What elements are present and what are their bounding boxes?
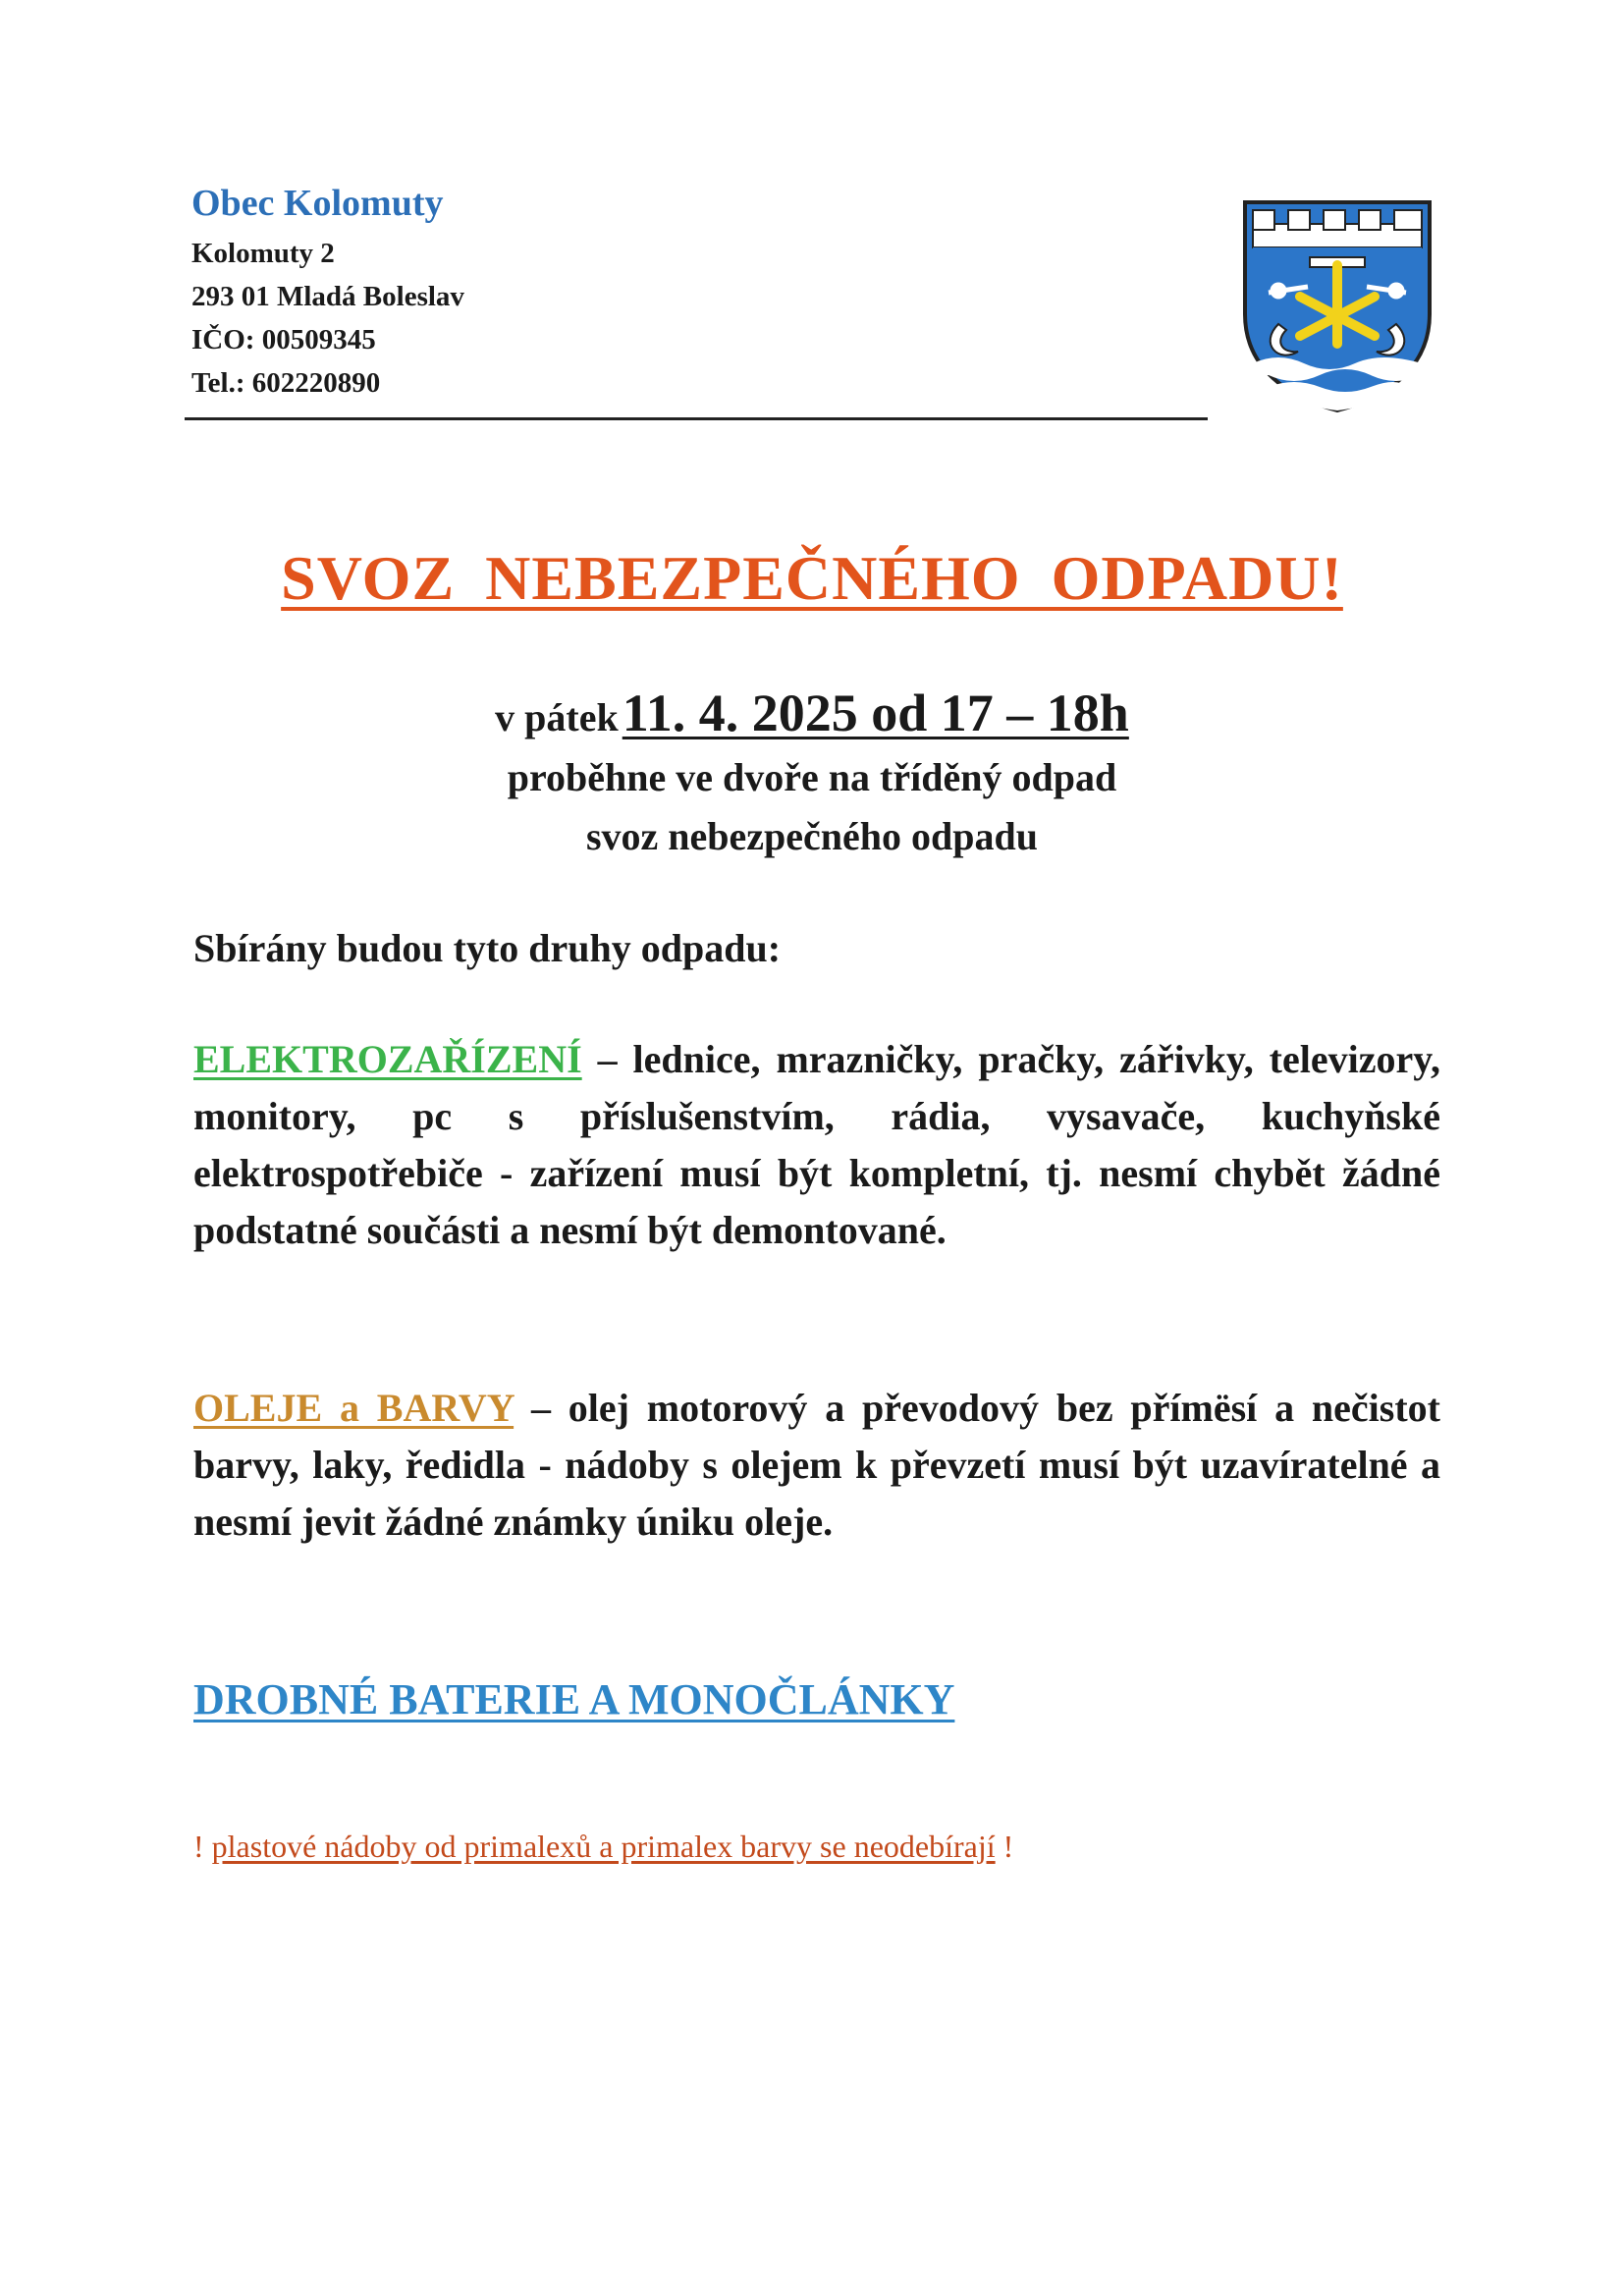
- municipality-name: Obec Kolomuty: [191, 183, 444, 224]
- company-id: IČO: 00509345: [191, 324, 376, 355]
- batteries-heading: DROBNÉ BATERIE A MONOČLÁNKY: [193, 1675, 955, 1723]
- notice-title-text: SVOZ NEBEZPEČNÉHO ODPADU!: [281, 543, 1343, 613]
- collection-description: svoz nebezpečného odpadu: [585, 814, 1039, 858]
- oils-keyword: OLEJE a BARVY: [193, 1386, 514, 1430]
- oils-text: – olej motorový a převodový bez přímësí a nečistot barvy, laky, ředidla - nádoby s olejem k převzetí musí být uzavíratelné a nesmí jevit žádné známky úniku oleje.: [193, 1386, 1440, 1544]
- phone-number: Tel.: 602220890: [191, 367, 381, 399]
- electro-keyword: ELEKTROZAŘÍZENÍ: [193, 1037, 582, 1081]
- waste-types-intro: Sbírány budou tyto druhy odpadu:: [193, 926, 782, 970]
- header-divider: [185, 417, 1208, 420]
- address-street: Kolomuty 2: [191, 238, 335, 269]
- collection-date-line: [0, 683, 1624, 743]
- note-mark-left: !: [193, 1829, 204, 1864]
- municipality-header: [191, 182, 1213, 411]
- address-city: 293 01 Mladá Boleslav: [191, 281, 464, 312]
- collection-location: proběhne ve dvoře na tříděný odpad: [507, 755, 1117, 799]
- date-prefix: v pátek: [495, 695, 619, 739]
- note-text: plastové nádoby od primalexů a primalex barvy se neodebírají: [211, 1829, 996, 1864]
- collection-date: 11. 4. 2025 od 17 – 18h: [622, 683, 1129, 742]
- exclusion-note: [193, 1829, 1013, 1865]
- electro-section: [193, 1031, 1440, 1259]
- coat-of-arms-icon: [1239, 196, 1435, 414]
- electro-text: – lednice, mrazničky, pračky, zářivky, televizory, monitory, pc s příslušenstvím, rádia, vysavače, kuchyňské elektrospotřebiče - zařízení musí být kompletní, tj. nesmí chybět žádné podstatné součásti a nesmí být demontované.: [193, 1037, 1441, 1252]
- oils-section: [193, 1380, 1440, 1551]
- note-mark-right: !: [1002, 1829, 1014, 1864]
- notice-title: [0, 542, 1624, 615]
